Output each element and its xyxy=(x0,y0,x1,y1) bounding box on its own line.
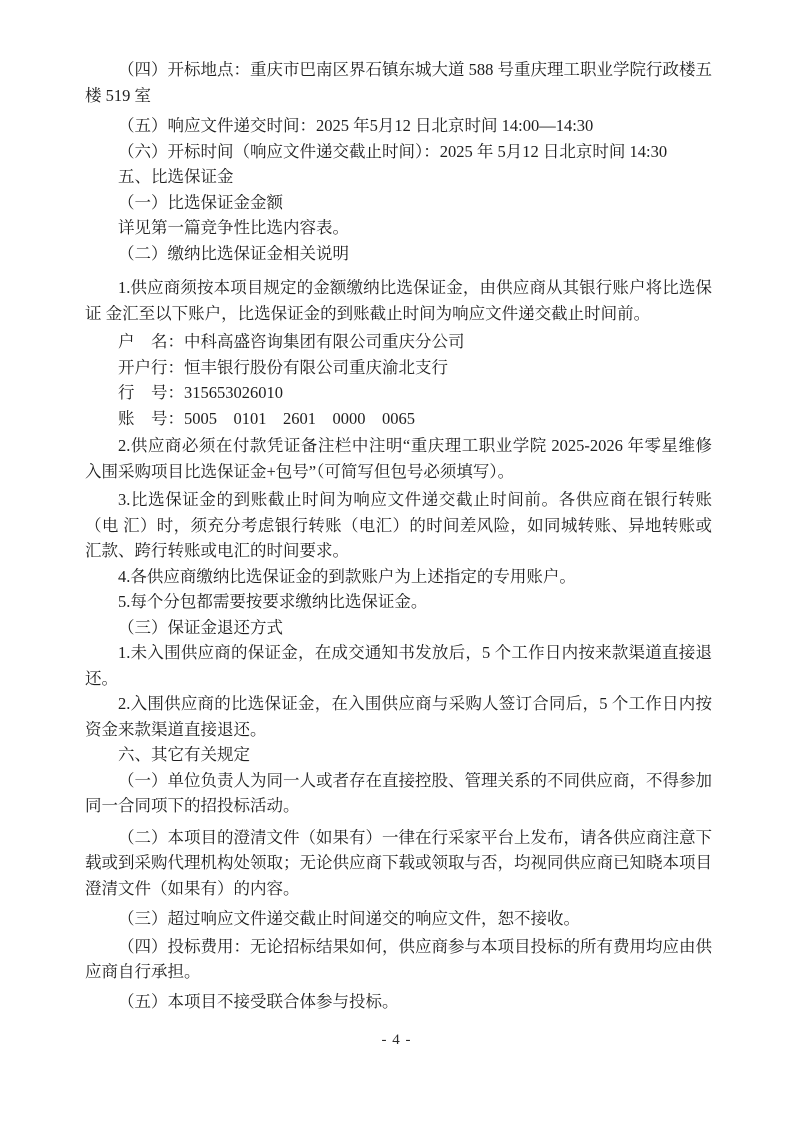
paragraph: 户 名：中科高盛咨询集团有限公司重庆分公司 xyxy=(118,332,465,351)
paragraph: （四）投标费用：无论招标结果如何，供应商参与本项目投标的所有费用均应由供应商自行承担。 xyxy=(85,936,712,981)
paragraph: 详见第一篇竞争性比选内容表。 xyxy=(118,218,349,237)
paragraph: 4.各供应商缴纳比选保证金的到款账户为上述指定的专用账户。 xyxy=(118,566,576,586)
paragraph: 行 号：315653026010 xyxy=(118,383,283,402)
paragraph: 5.每个分包都需要按要求缴纳比选保证金。 xyxy=(118,592,428,611)
page-number: - 4 - xyxy=(381,1032,412,1048)
paragraph: 1.未入围供应商的保证金，在成交通知书发放后，5 个工作日内按来款渠道直接退还。 xyxy=(85,643,712,688)
paragraph: （二）缴纳比选保证金相关说明 xyxy=(118,243,349,263)
paragraph: （五）本项目不接受联合体参与投标。 xyxy=(118,991,399,1011)
paragraph: （一）单位负责人为同一人或者存在直接控股、管理关系的不同供应商，不得参加同一合同项下的招投标活动。 xyxy=(85,770,712,815)
document-body xyxy=(85,57,712,1014)
paragraph: （二）本项目的澄清文件（如果有）一律在行采家平台上发布，请各供应商注意下载或到采购代理机构处领取；无论供应商下载或领取与否，均视同供应商已知晓本项目澄清文件（如果有）的内容。 xyxy=(85,827,712,898)
paragraph: 账 号：5005 0101 2601 0000 0065 xyxy=(118,408,415,428)
paragraph: （三）超过响应文件递交截止时间递交的响应文件，恕不接收。 xyxy=(118,909,580,928)
paragraph: （五）响应文件递交时间：2025 年5月12 日北京时间 14:00—14:30 xyxy=(118,116,594,135)
paragraph: 2.入围供应商的比选保证金，在入围供应商与采购人签订合同后，5 个工作日内按资金来款渠道直接退还。 xyxy=(85,694,712,739)
paragraph: 六、其它有关规定 xyxy=(118,745,250,764)
paragraph: 1.供应商须按本项目规定的金额缴纳比选保证金，由供应商从其银行账户将比选保证 金汇至以下账户，比选保证金的到账截止时间为响应文件递交截止时间前。 xyxy=(85,278,712,323)
paragraph: 2.供应商必须在付款凭证备注栏中注明“重庆理工职业学院 2025-2026 年零星维修入围采购项目比选保证金+包号”（可简写但包号必须填写）。 xyxy=(85,436,712,481)
paragraph: （三）保证金退还方式 xyxy=(118,617,283,637)
paragraph: 开户行：恒丰银行股份有限公司重庆渝北支行 xyxy=(118,357,448,377)
paragraph: （六）开标时间（响应文件递交截止时间）：2025 年 5月12 日北京时间 14:30 xyxy=(118,141,668,161)
paragraph: （一）比选保证金金额 xyxy=(118,192,283,212)
paragraph: （四）开标地点：重庆市巴南区界石镇东城大道 588 号重庆理工职业学院行政楼五楼 519 室 xyxy=(85,60,712,105)
paragraph: 3.比选保证金的到账截止时间为响应文件递交截止时间前。各供应商在银行转账（电 汇）时，须充分考虑银行转账（电汇）的时间差风险，如同城转账、异地转账或汇款、跨行转账或电汇的时间要求。 xyxy=(85,490,712,560)
paragraph: 五、比选保证金 xyxy=(118,167,234,186)
